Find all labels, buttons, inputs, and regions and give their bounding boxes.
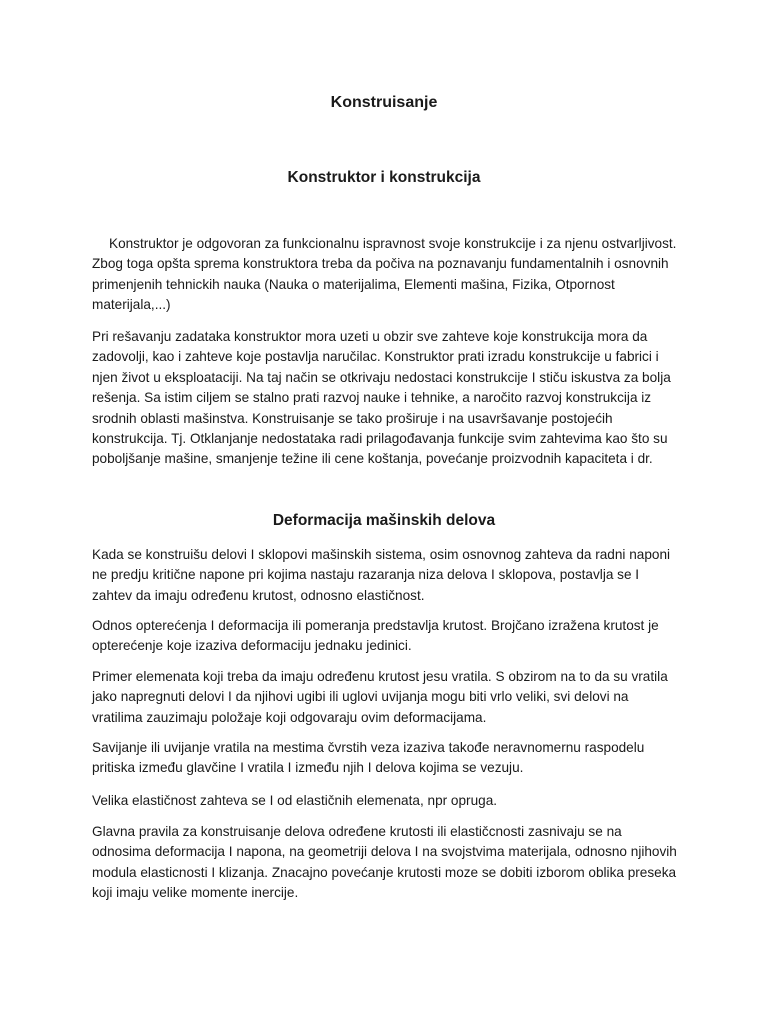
document-title: Konstruisanje: [330, 94, 438, 111]
section-heading-konstruktor: Konstruktor i konstrukcija: [287, 169, 481, 186]
section-heading-deformacija: Deformacija mašinskih delova: [272, 512, 496, 529]
paragraph: Primer elemenata koji treba da imaju određenu krutost jesu vratila. S obzirom na to da su vratila jako napregnuti delovi I da njihovi ugibi ili uglovi uvijanja mogu biti vrlo veliki, svi delovi na vratilima zauzimaju položaje koji odgovaraju ovim deformacijama.: [92, 669, 668, 725]
paragraph: Glavna pravila za konstruisanje delova određene krutosti ili elastičcnosti zasnivaju se na odnosima deformacija I napona, na geometriji delova I na svojstvima materijala, odnosno njihovih modula elasticnosti I klizanja. Znacajno povećanje krutosti moze se dobiti izborom oblika preseka koji imaju velike momente inercije.: [92, 824, 677, 901]
paragraph: Velika elastičnost zahteva se I od elastičnih elemenata, npr opruga.: [92, 793, 498, 808]
paragraph: Kada se konstruišu delovi I sklopovi mašinskih sistema, osim osnovnog zahteva da radni naponi ne predju kritične napone pri kojima nastaju razaranja niza delova I sklopova, postavlja se I zahtev da imaju određenu krutost, odnosno elastičnost.: [92, 547, 671, 603]
paragraph: Konstruktor je odgovoran za funkcionalnu ispravnost svoje konstrukcije i za njenu ostvarljivost. Zbog toga opšta sprema konstruktora treba da počiva na poznavanju fundamentalnih i osnovnih primenjenih tehnickih nauka (Nauka o materijalima, Elementi mašina, Fizika, Otpornost materijala,...): [92, 236, 677, 313]
paragraph: Savijanje ili uvijanje vratila na mestima čvrstih veza izaziva takođe neravnomernu raspodelu pritiska između glavčine I vratila I između njih I delova kojima se vezuju.: [92, 740, 645, 776]
paragraph: Odnos opterećenja I deformacija ili pomeranja predstavlja krutost. Brojčano izražena krutost je opterećenje koje izaziva deformaciju jednaku jedinici.: [92, 618, 659, 654]
paragraph: Pri rešavanju zadataka konstruktor mora uzeti u obzir sve zahteve koje konstrukcija mora da zadovolji, kao i zahteve koje postavlja naručilac. Konstruktor prati izradu konstrukcije u fabrici i njen život u eksploataciji. Na taj način se otkrivaju nedostaci konstrukcije I stiču iskustva za bolja rešenja. Sa istim ciljem se stalno prati razvoj nauke i tehnike, a naročito razvoj konstrukcija iz srodnih oblasti mašinstva. Konstruisanje se tako proširuje i na usavršavanje postojećih konstrukcija. Tj. Otklanjanje nedostataka radi prilagođavanja funkcije svim zahtevima kao što su poboljšanje mašine, smanjenje težine ili cene koštanja, povećanje proizvodnih kapaciteta i dr.: [92, 329, 671, 467]
